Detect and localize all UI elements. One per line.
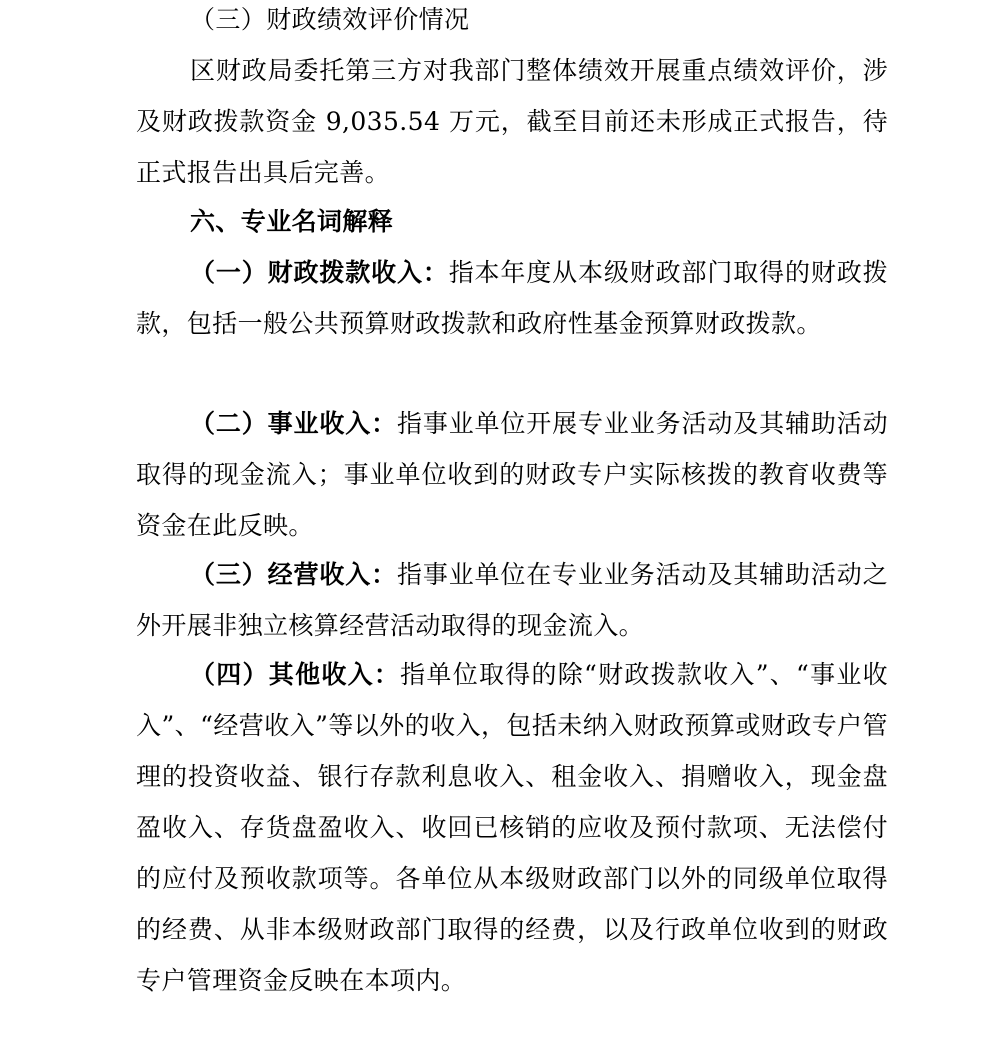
glossary-item-fiscal-appropriation — [136, 247, 888, 349]
paragraph-performance-evaluation: 区财政局委托第三方对我部门整体绩效开展重点绩效评价，涉及财政拨款资金 9,035.54 万元，截至目前还未形成正式报告，待正式报告出具后完善。 — [136, 56, 888, 187]
glossary-term: （三）经营收入： — [190, 560, 397, 589]
section-heading-performance-evaluation — [136, 0, 888, 45]
glossary-term: （二）事业收入： — [190, 409, 397, 438]
glossary-definition: 指事业单位在专业业务活动及其辅助活动之外开展非独立核算经营活动取得的现金流入。 — [136, 560, 888, 640]
glossary-definition: 指本年度从本级财政部门取得的财政拨款，包括一般公共预算财政拨款和政府性基金预算财政拨款。 — [136, 258, 888, 338]
glossary-definition: 指事业单位开展专业业务活动及其辅助活动取得的现金流入；事业单位收到的财政专户实际核拨的教育收费等资金在此反映。 — [136, 409, 888, 540]
glossary-item-operating-revenue — [136, 549, 888, 651]
glossary-term: （一）财政拨款收入： — [190, 258, 449, 287]
glossary-item-other-revenue — [136, 649, 888, 1006]
section-heading-glossary — [136, 196, 888, 247]
glossary-item-business-revenue — [136, 398, 888, 551]
glossary-term: （四）其他收入： — [190, 660, 401, 689]
heading-text: （三）财政绩效评价情况 — [190, 5, 470, 34]
heading-text: 六、专业名词解释 — [190, 207, 394, 236]
glossary-definition: 指单位取得的除“财政拨款收入”、“事业收入”、“经营收入”等以外的收入，包括未纳入财政预算或财政专户管理的投资收益、银行存款利息收入、租金收入、捐赠收入，现金盘盈收入、存货盘盈收入、收回已核销的应收及预付款项、无法偿付的应付及预收款项等。各单位从本级财政部门以外的同级单位取得的经费、从非本级财政部门取得的经费，以及行政单位收到的财政专户管理资金反映在本项内。 — [136, 660, 889, 995]
